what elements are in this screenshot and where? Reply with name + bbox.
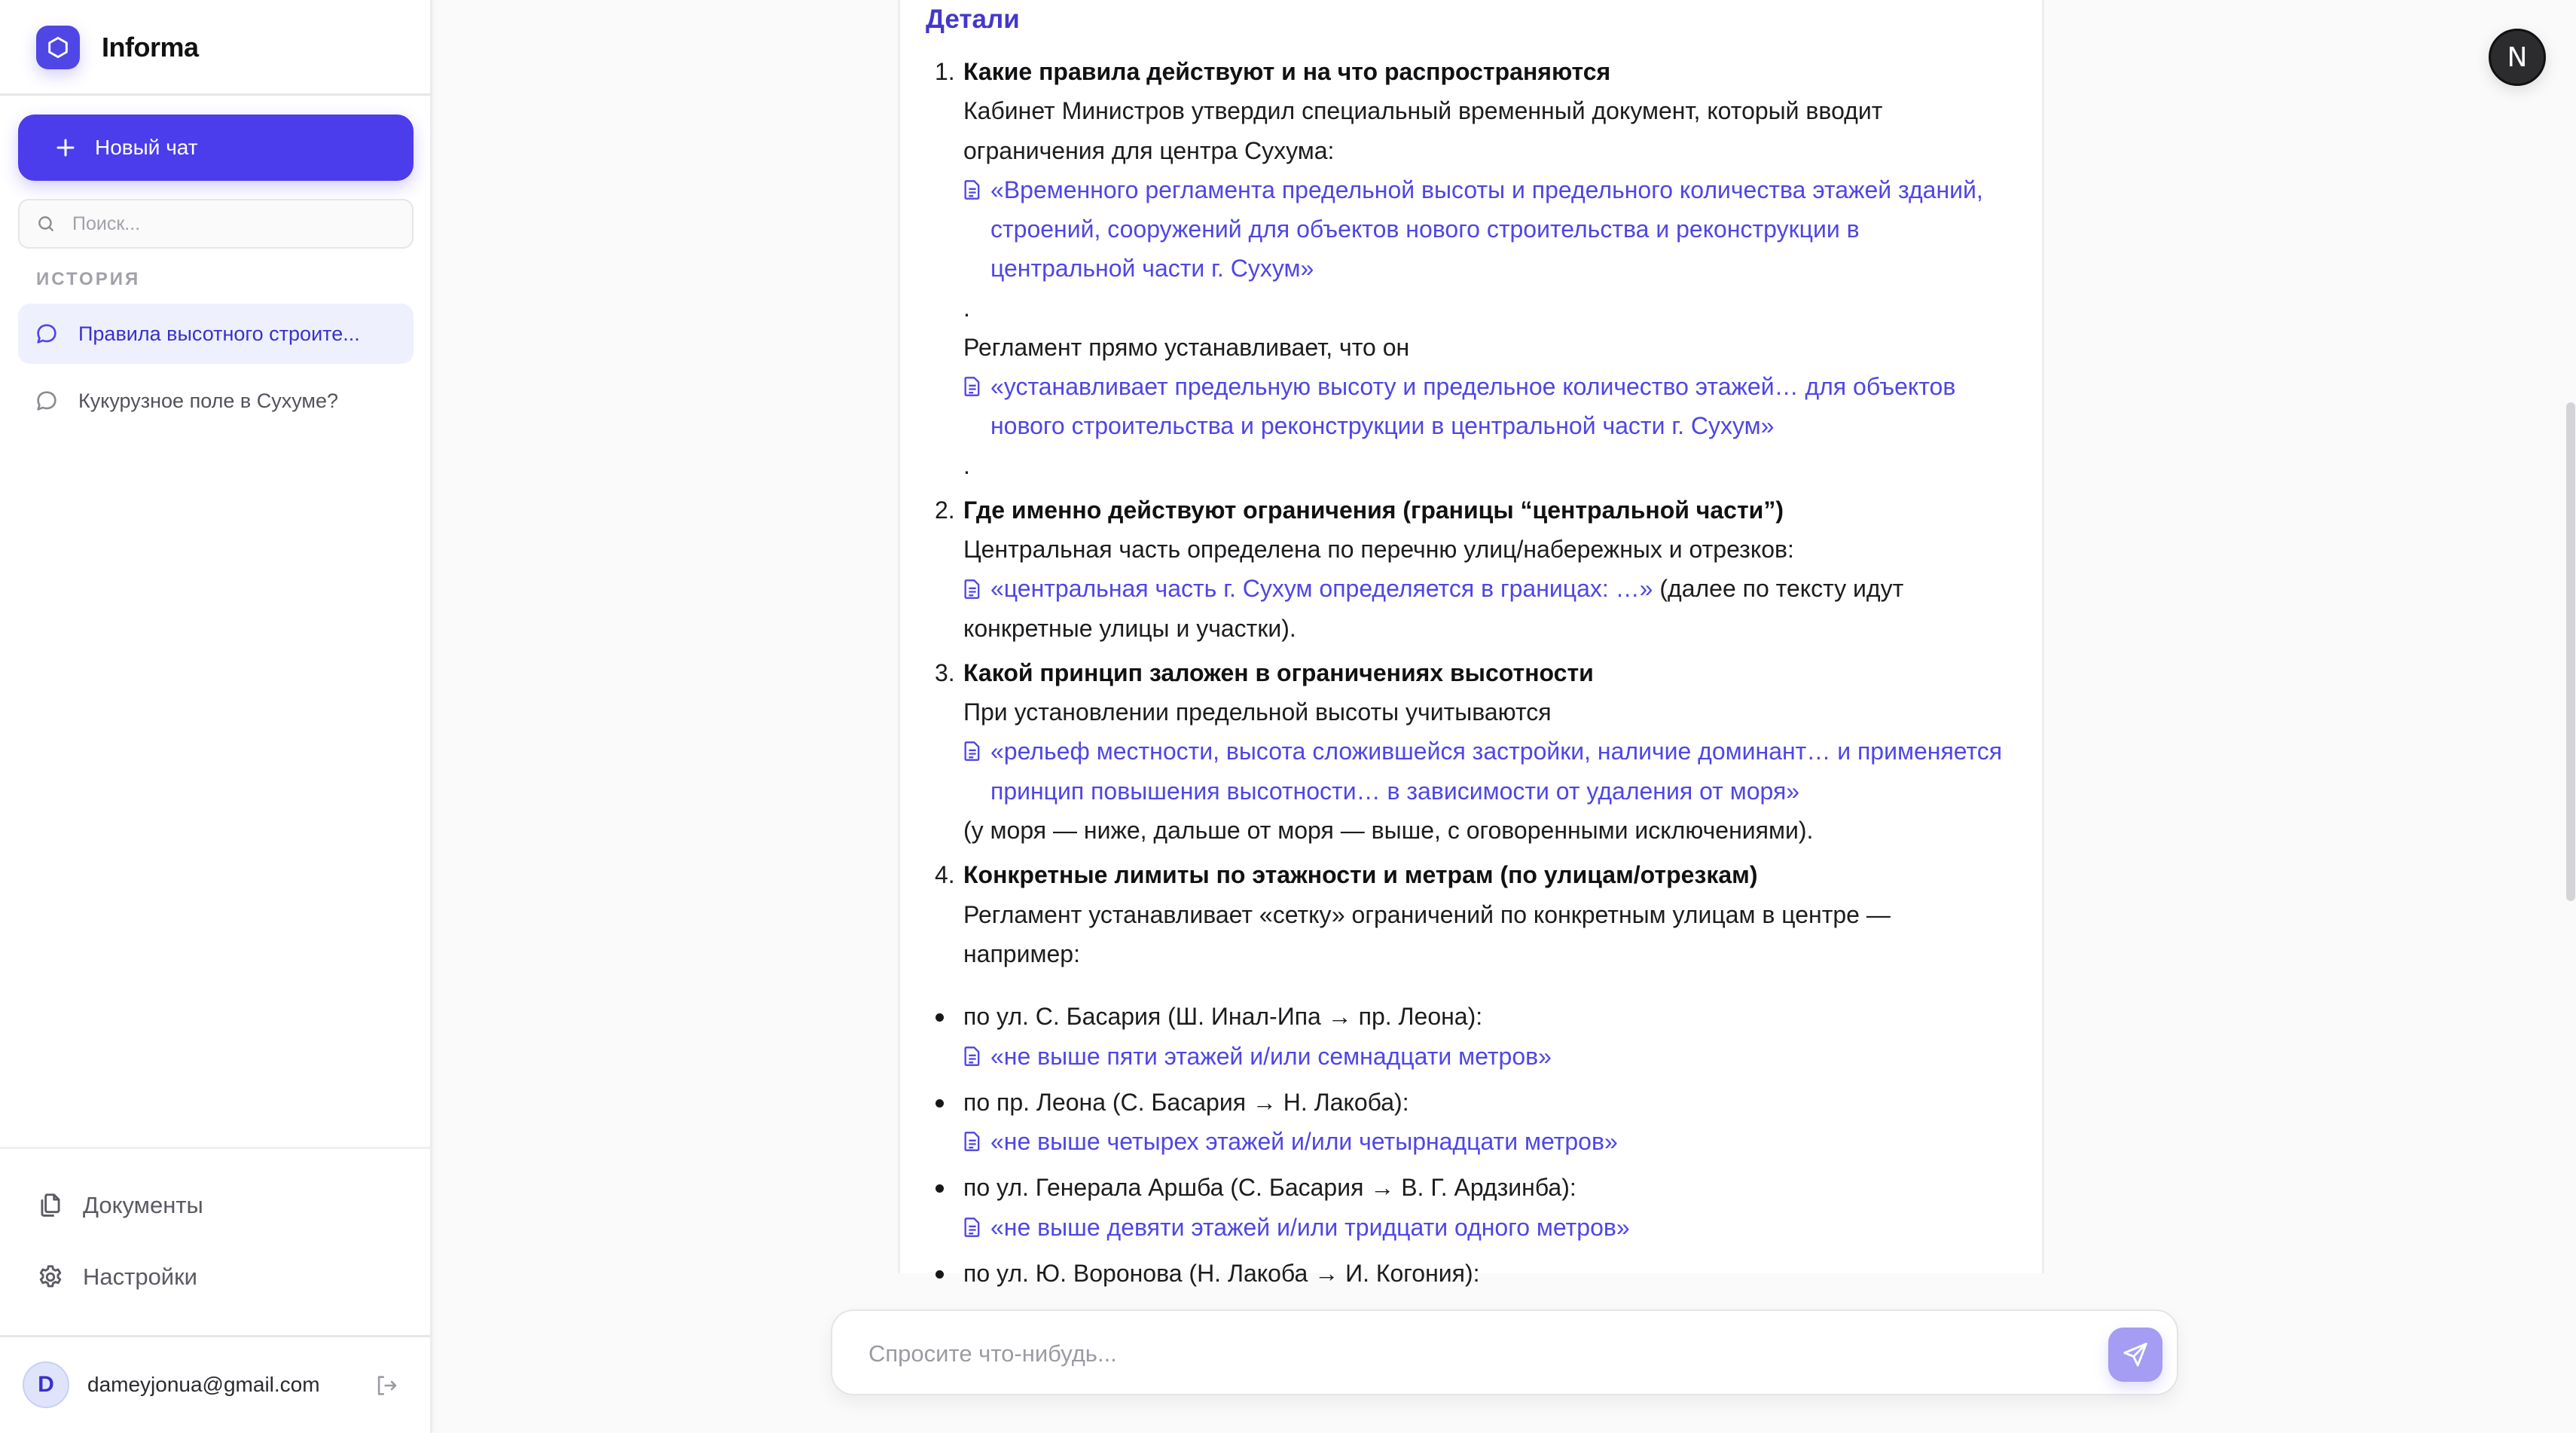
item-text-with-citation — [963, 569, 2010, 648]
user-email: dameyjonua@gmail.com — [87, 1373, 320, 1396]
document-icon — [963, 1217, 981, 1238]
citation-text: «не выше пяти этажей и/или семнадцати метров» — [990, 1042, 1552, 1070]
history-item[interactable] — [18, 371, 414, 431]
nav-documents-label: Документы — [83, 1192, 203, 1218]
item-text: (далее по тексту идут конкретные улицы и участки). — [963, 575, 1904, 642]
new-chat-label: Новый чат — [95, 136, 198, 159]
history-item-label: Кукурузное поле в Сухуме? — [78, 389, 339, 412]
item-text: Центральная часть определена по перечню улиц/набережных и отрезков: — [963, 535, 1794, 563]
citation-link[interactable] — [963, 367, 2010, 446]
item-text: При установлении предельной высоты учитываются — [963, 698, 1552, 726]
search-input[interactable] — [72, 213, 389, 235]
nav-documents[interactable] — [36, 1183, 203, 1228]
user-profile — [23, 1361, 414, 1409]
history-heading: ИСТОРИЯ — [36, 269, 141, 289]
list-number: 2. — [935, 496, 955, 524]
gear-icon — [36, 1263, 65, 1291]
hexagon-icon — [46, 35, 70, 60]
chat-composer — [831, 1309, 2178, 1395]
street-text: по ул. Генерала Аршба (С. Басария → В. Г. Ардзинба): — [963, 1174, 1576, 1202]
assistant-message-card — [898, 0, 2044, 1288]
history-item-active[interactable] — [18, 304, 414, 364]
document-icon — [963, 1131, 981, 1152]
list-item — [926, 855, 2010, 973]
street-text: по ул. С. Басария (Ш. Инал-Ипа → пр. Леона): — [963, 1003, 1483, 1031]
nav-settings[interactable] — [36, 1254, 197, 1300]
citation-link[interactable] — [963, 575, 1653, 602]
message-input[interactable] — [868, 1332, 2074, 1376]
street-limits-list — [926, 997, 2010, 1293]
document-icon — [963, 179, 981, 200]
search-icon — [36, 214, 56, 234]
list-number: 4. — [935, 861, 955, 889]
item-text: (у моря — ниже, дальше от моря — выше, с оговоренными исключениями). — [963, 817, 1814, 845]
history-item-label: Правила высотного строите... — [78, 322, 360, 345]
street-limit-item — [926, 1083, 2010, 1162]
chat-bubble-icon — [35, 322, 59, 346]
street-limit-item — [926, 997, 2010, 1076]
citation-text: «Временного регламента предельной высоты и предельного количества этажей зданий, строений, сооружений для объектов нового строительства и реконструкции в центральной части г. Сухум» — [990, 176, 1983, 283]
list-number: 3. — [935, 658, 955, 686]
list-item — [926, 653, 2010, 850]
sidebar — [0, 0, 432, 1433]
citation-link[interactable] — [963, 1208, 2010, 1247]
list-item — [926, 52, 2010, 485]
document-icon — [963, 741, 981, 762]
citation-text: «не выше девяти этажей и/или тридцати одного метров» — [990, 1213, 1630, 1241]
item-title: Какие правила действуют и на что распространяются — [963, 58, 1611, 85]
app-logo[interactable] — [36, 26, 80, 69]
document-icon — [963, 579, 981, 600]
app-name: Informa — [102, 32, 199, 63]
dev-tools-badge[interactable]: N — [2489, 29, 2546, 86]
logout-icon[interactable] — [374, 1373, 399, 1398]
sidebar-header — [0, 0, 430, 96]
message-content — [926, 0, 2010, 1300]
list-item — [926, 490, 2010, 648]
item-title: Какой принцип заложен в ограничениях высотности — [963, 658, 1594, 686]
citation-link[interactable] — [963, 732, 2010, 811]
new-chat-button[interactable] — [18, 115, 414, 181]
divider — [0, 1147, 430, 1149]
punctuation: . — [963, 294, 970, 322]
send-icon — [2121, 1340, 2150, 1369]
item-text: Регламент устанавливает «сетку» ограничений по конкретным улицам в центре — например: — [963, 900, 1891, 967]
plus-icon — [54, 136, 77, 159]
search-box[interactable] — [18, 199, 414, 249]
citation-text: «центральная часть г. Сухум определяется в границах: …» — [990, 575, 1653, 603]
citation-text: «не выше четырех этажей и/или четырнадцати метров» — [990, 1128, 1618, 1156]
punctuation: . — [963, 451, 970, 479]
section-title: Детали — [926, 5, 1020, 34]
street-text: по ул. Ю. Воронова (Н. Лакоба → И. Когония): — [963, 1260, 1480, 1288]
document-icon — [963, 1046, 981, 1067]
street-limit-item — [926, 1168, 2010, 1247]
citation-link[interactable] — [963, 1122, 2010, 1161]
list-number: 1. — [935, 58, 955, 85]
item-text: Регламент прямо устанавливает, что он — [963, 333, 1410, 361]
document-icon — [963, 376, 981, 397]
citation-link[interactable] — [963, 170, 2010, 289]
scrollbar-thumb[interactable] — [2566, 402, 2575, 901]
citation-text: «устанавливает предельную высоту и предельное количество этажей… для объектов нового строительства и реконструкции в центральной части г. Сухум» — [990, 373, 1956, 440]
street-text: по пр. Леона (С. Басария → Н. Лакоба): — [963, 1088, 1409, 1116]
citation-link[interactable] — [963, 1037, 2010, 1076]
avatar[interactable]: D — [23, 1361, 69, 1408]
documents-icon — [36, 1191, 65, 1220]
send-button[interactable] — [2108, 1328, 2162, 1382]
citation-text: «рельеф местности, высота сложившейся застройки, наличие доминант… и применяется принцип повышения высотности… в зависимости от удаления от моря» — [990, 738, 2003, 805]
chat-bubble-icon — [35, 389, 59, 413]
nav-settings-label: Настройки — [83, 1263, 198, 1290]
item-title: Где именно действуют ограничения (границы “центральной части”) — [963, 496, 1784, 524]
street-limit-item — [926, 1254, 2010, 1293]
details-list — [926, 52, 2010, 973]
item-text: Кабинет Министров утвердил специальный временный документ, который вводит ограничения для центра Сухума: — [963, 97, 1883, 164]
item-title: Конкретные лимиты по этажности и метрам (по улицам/отрезкам) — [963, 861, 1758, 889]
divider — [0, 1335, 430, 1337]
